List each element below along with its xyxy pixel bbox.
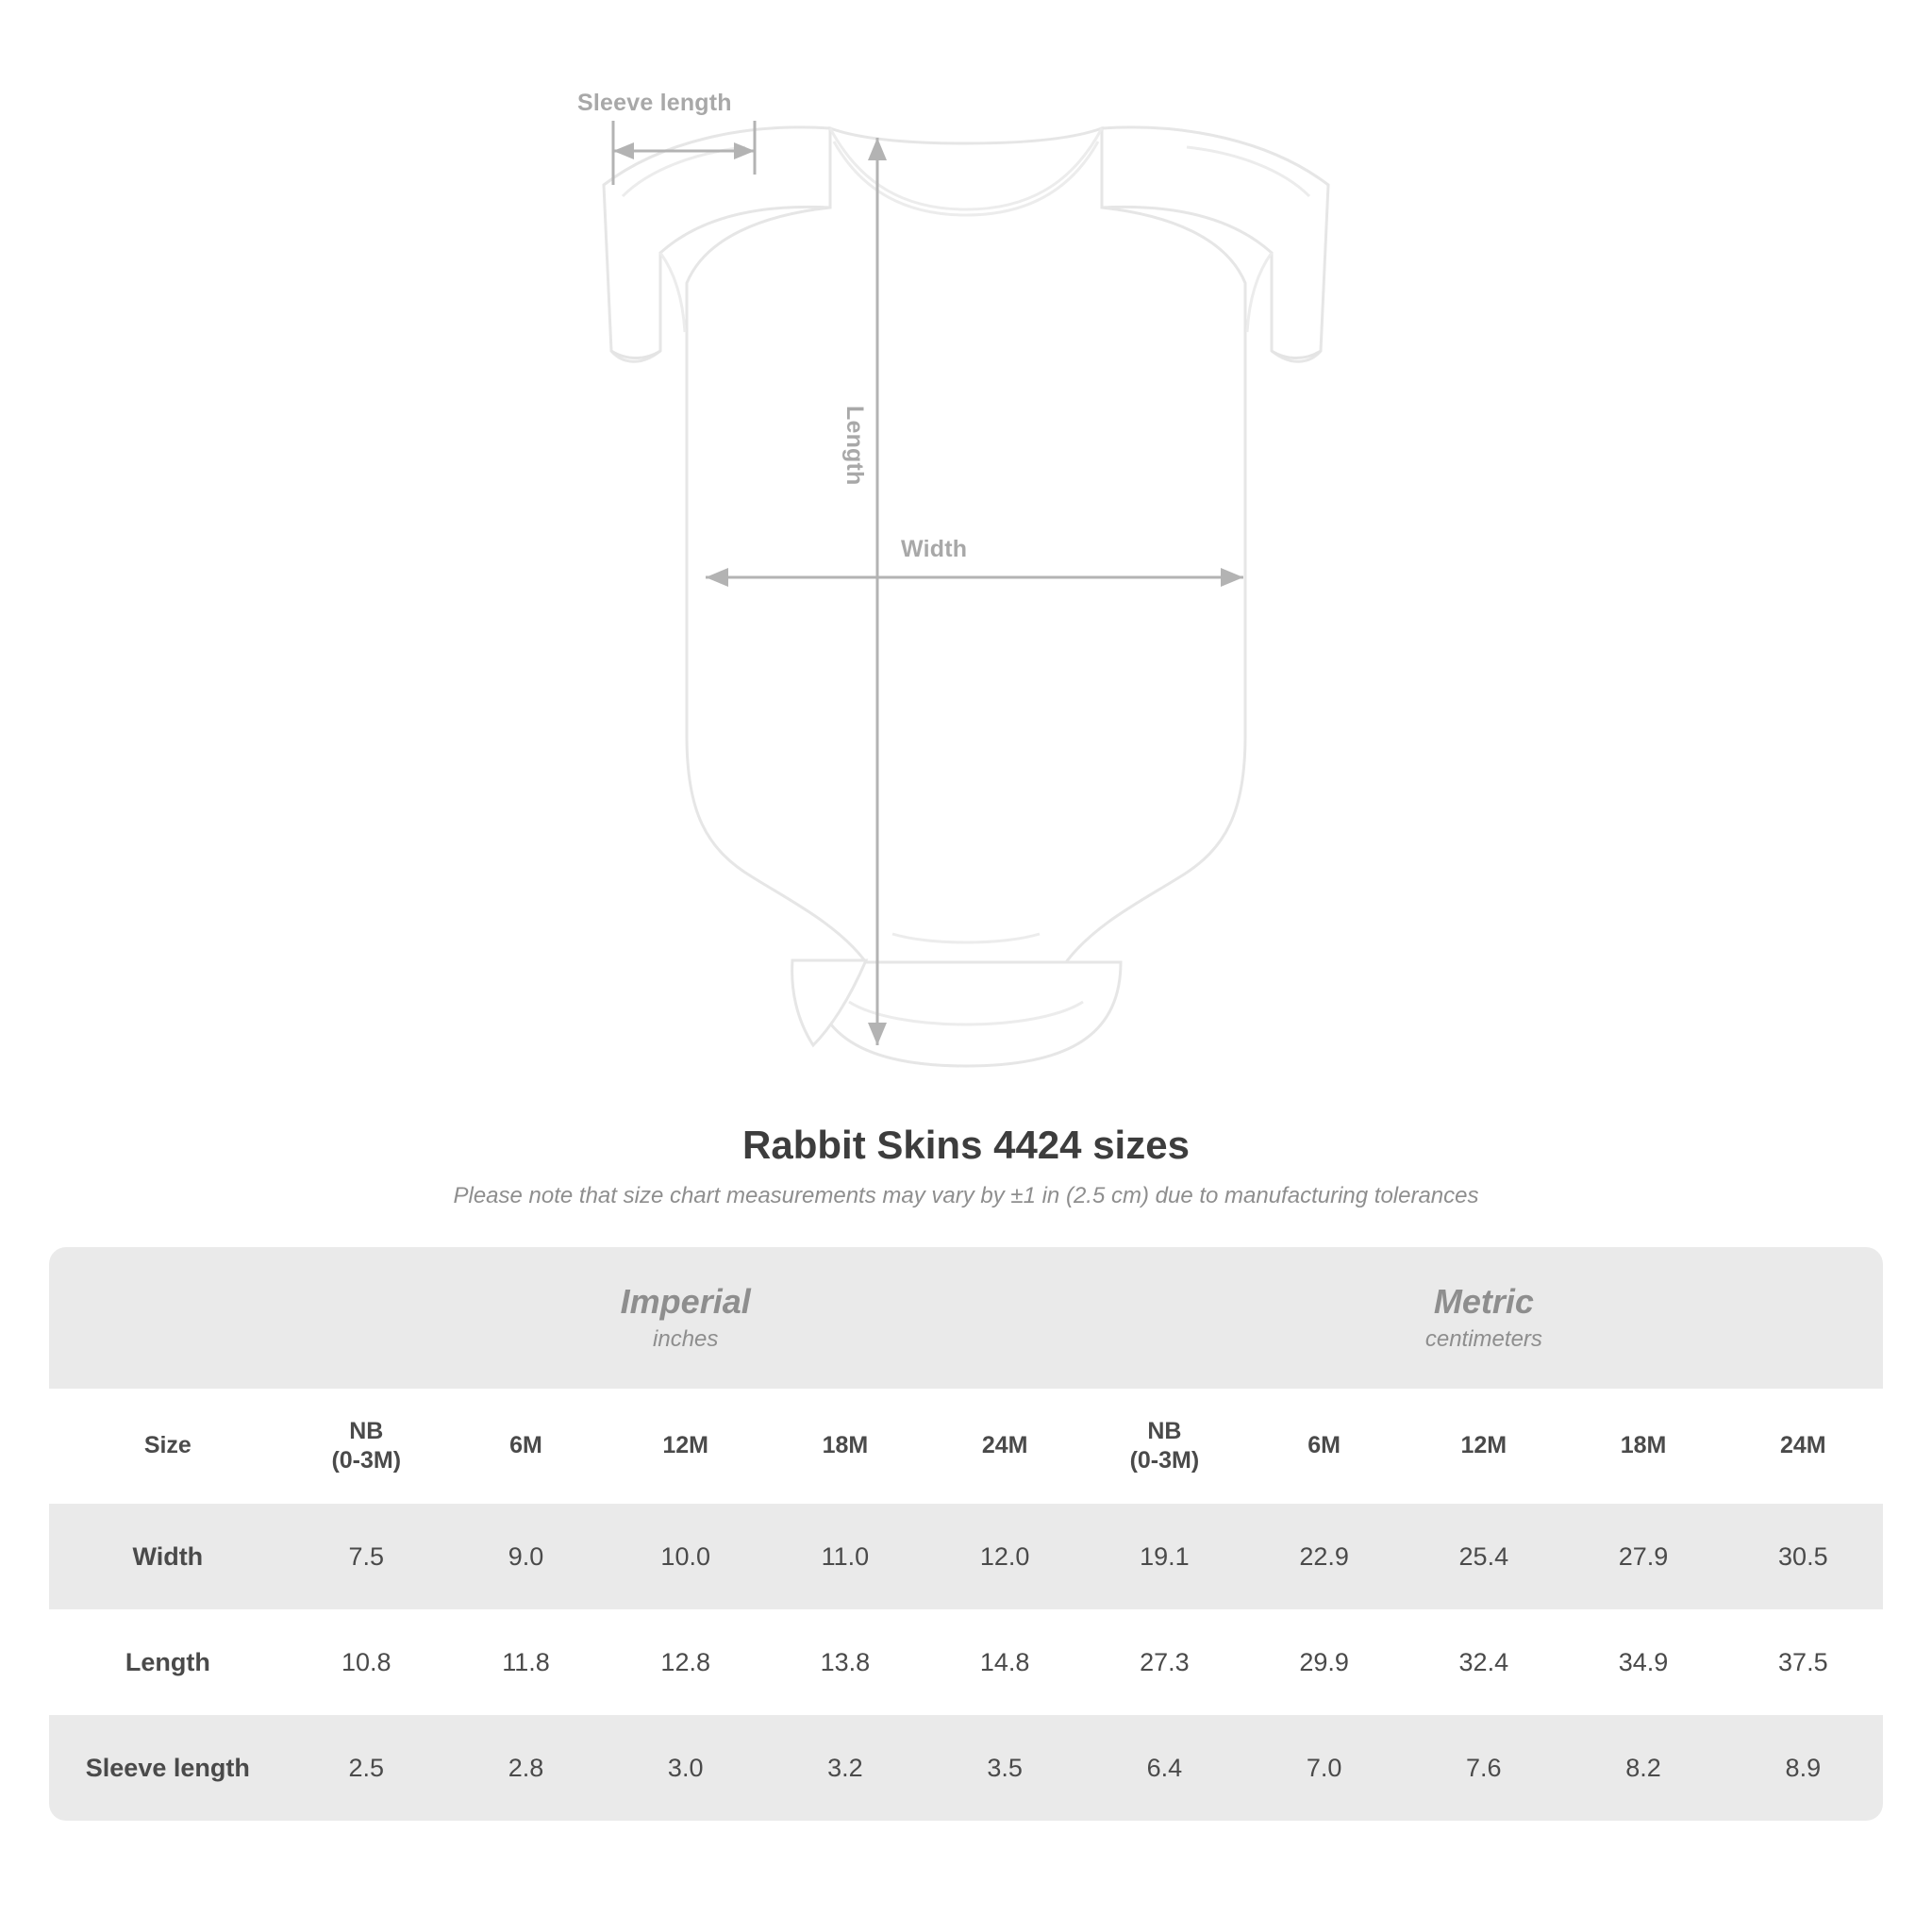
size-table xyxy=(49,1247,1883,1821)
title-block xyxy=(0,1123,1932,1209)
column-header-row xyxy=(49,1389,1883,1504)
table-cell: 10.8 xyxy=(287,1609,446,1715)
row-label: Width xyxy=(49,1504,287,1609)
tolerance-note: Please note that size chart measurements may vary by ±1 in (2.5 cm) due to manufacturing tolerances xyxy=(453,1183,1479,1208)
column-header-main: 24M xyxy=(1780,1432,1826,1459)
sleeve-length-dimension-label: Sleeve length xyxy=(577,90,732,116)
table-cell: 11.8 xyxy=(446,1609,606,1715)
column-header-main: 6M xyxy=(509,1432,542,1459)
width-dimension-label: Width xyxy=(901,536,968,562)
column-header-main: NB xyxy=(1147,1417,1182,1444)
table-cell: 29.9 xyxy=(1244,1609,1404,1715)
column-header-cell xyxy=(1404,1389,1563,1504)
column-header-main: 6M xyxy=(1307,1432,1341,1459)
table-cell: 2.8 xyxy=(446,1715,606,1821)
size-header-cell: Size xyxy=(49,1389,287,1504)
column-header-main: NB xyxy=(349,1417,384,1444)
size-table-wrapper xyxy=(49,1247,1883,1821)
table-cell: 8.2 xyxy=(1563,1715,1723,1821)
column-header-sub: (0-3M) xyxy=(1129,1447,1200,1474)
table-cell: 19.1 xyxy=(1085,1504,1244,1609)
table-cell: 10.0 xyxy=(606,1504,765,1609)
table-cell: 3.0 xyxy=(606,1715,765,1821)
column-header-main: 18M xyxy=(822,1432,869,1459)
unit-group-metric xyxy=(1085,1247,1883,1389)
table-cell: 14.8 xyxy=(925,1609,1085,1715)
table-cell: 25.4 xyxy=(1404,1504,1563,1609)
table-cell: 7.5 xyxy=(287,1504,446,1609)
table-cell: 7.0 xyxy=(1244,1715,1404,1821)
column-header-cell xyxy=(765,1389,924,1504)
unit-spacer-cell xyxy=(49,1247,287,1389)
table-cell: 12.8 xyxy=(606,1609,765,1715)
page-title: Rabbit Skins 4424 sizes xyxy=(742,1123,1190,1167)
length-dimension-label: Length xyxy=(841,406,868,486)
table-cell: 37.5 xyxy=(1724,1609,1883,1715)
table-row xyxy=(49,1715,1883,1821)
column-header-cell xyxy=(1085,1389,1244,1504)
unit-group-row xyxy=(49,1247,1883,1389)
column-header-sub: (0-3M) xyxy=(331,1447,402,1474)
table-cell: 7.6 xyxy=(1404,1715,1563,1821)
table-cell: 34.9 xyxy=(1563,1609,1723,1715)
table-cell: 9.0 xyxy=(446,1504,606,1609)
unit-group-imperial xyxy=(287,1247,1085,1389)
table-cell: 30.5 xyxy=(1724,1504,1883,1609)
column-header-cell xyxy=(1563,1389,1723,1504)
unit-group-imperial-sub: inches xyxy=(653,1325,719,1352)
unit-group-imperial-name: Imperial xyxy=(620,1281,751,1321)
row-label: Sleeve length xyxy=(49,1715,287,1821)
column-header-main: 12M xyxy=(1460,1432,1507,1459)
table-cell: 8.9 xyxy=(1724,1715,1883,1821)
table-cell: 27.9 xyxy=(1563,1504,1723,1609)
table-cell: 3.2 xyxy=(765,1715,924,1821)
table-row xyxy=(49,1609,1883,1715)
table-cell: 27.3 xyxy=(1085,1609,1244,1715)
table-cell: 22.9 xyxy=(1244,1504,1404,1609)
column-header-main: 24M xyxy=(981,1432,1028,1459)
column-header-cell xyxy=(925,1389,1085,1504)
table-cell: 11.0 xyxy=(765,1504,924,1609)
table-row xyxy=(49,1504,1883,1609)
unit-group-metric-name: Metric xyxy=(1433,1281,1534,1321)
column-header-cell xyxy=(606,1389,765,1504)
row-label: Length xyxy=(49,1609,287,1715)
column-header-cell xyxy=(1724,1389,1883,1504)
table-cell: 32.4 xyxy=(1404,1609,1563,1715)
unit-group-metric-sub: centimeters xyxy=(1424,1325,1542,1352)
column-header-cell xyxy=(1244,1389,1404,1504)
table-cell: 12.0 xyxy=(925,1504,1085,1609)
table-cell: 13.8 xyxy=(765,1609,924,1715)
table-cell: 6.4 xyxy=(1085,1715,1244,1821)
table-cell: 2.5 xyxy=(287,1715,446,1821)
column-header-cell xyxy=(446,1389,606,1504)
column-header-cell xyxy=(287,1389,446,1504)
column-header-main: 18M xyxy=(1620,1432,1667,1459)
table-cell: 3.5 xyxy=(925,1715,1085,1821)
column-header-main: 12M xyxy=(662,1432,709,1459)
